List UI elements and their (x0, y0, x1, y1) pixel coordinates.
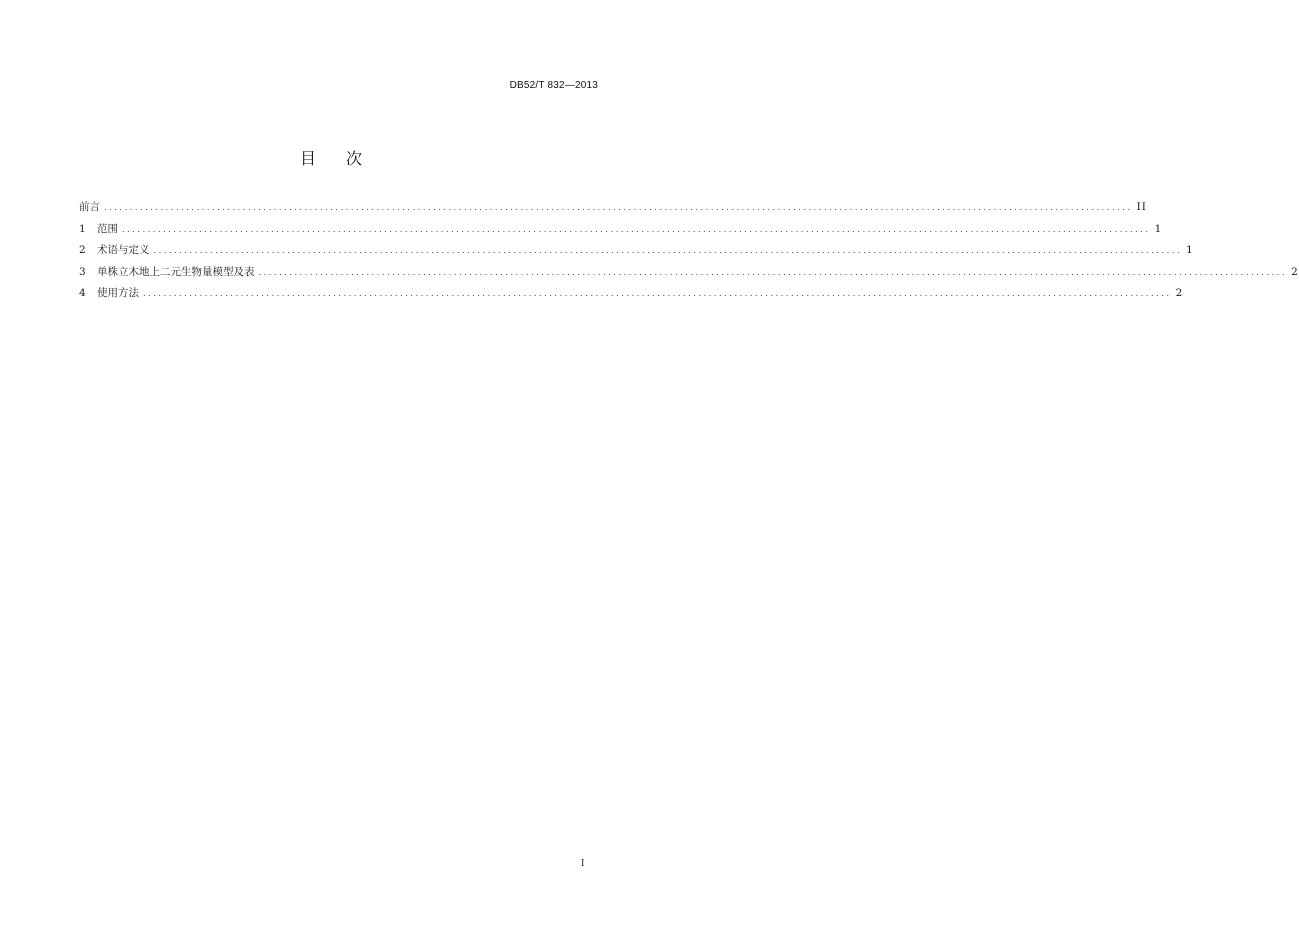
toc-entry-title: 前言 (79, 201, 100, 213)
table-of-contents (79, 199, 1299, 307)
toc-entry-number: 3 (79, 265, 86, 278)
document-code: DB52/T 832—2013 (509, 80, 598, 91)
dot-leader: ........................................................................................................................................................................................................ (153, 246, 1183, 255)
toc-entry-number: 4 (79, 287, 86, 299)
toc-entry-title: 术语与定义 (97, 244, 150, 256)
toc-entry-title: 使用方法 (97, 287, 139, 299)
toc-entry-foreword[interactable] (79, 199, 1147, 221)
toc-entry-page: II (1136, 201, 1147, 213)
page-title: 目次 (299, 149, 392, 168)
dot-leader: ........................................................................................................................................................................................................ (122, 224, 1151, 234)
toc-entry-terms[interactable] (79, 242, 1194, 264)
toc-entry-title: 范围 (97, 222, 118, 235)
toc-entry-page: 2 (1291, 265, 1299, 278)
dot-leader: ........................................................................................................................................................................................................ (258, 267, 1288, 277)
toc-entry-usage[interactable] (79, 285, 1184, 307)
toc-entry-number: 1 (79, 222, 86, 235)
toc-entry-title: 单株立木地上二元生物量模型及表 (97, 265, 255, 278)
toc-entry-page: 2 (1175, 287, 1184, 299)
toc-entry-scope[interactable] (79, 221, 1163, 243)
page-number: I (581, 858, 585, 869)
dot-leader: ........................................................................................................................................................................................................ (104, 203, 1133, 212)
toc-entry-biomass-model[interactable] (79, 264, 1299, 286)
toc-entry-page: 1 (1154, 222, 1163, 235)
toc-entry-number: 2 (79, 244, 86, 256)
toc-entry-page: 1 (1186, 244, 1194, 256)
dot-leader: ........................................................................................................................................................................................................ (143, 289, 1172, 298)
